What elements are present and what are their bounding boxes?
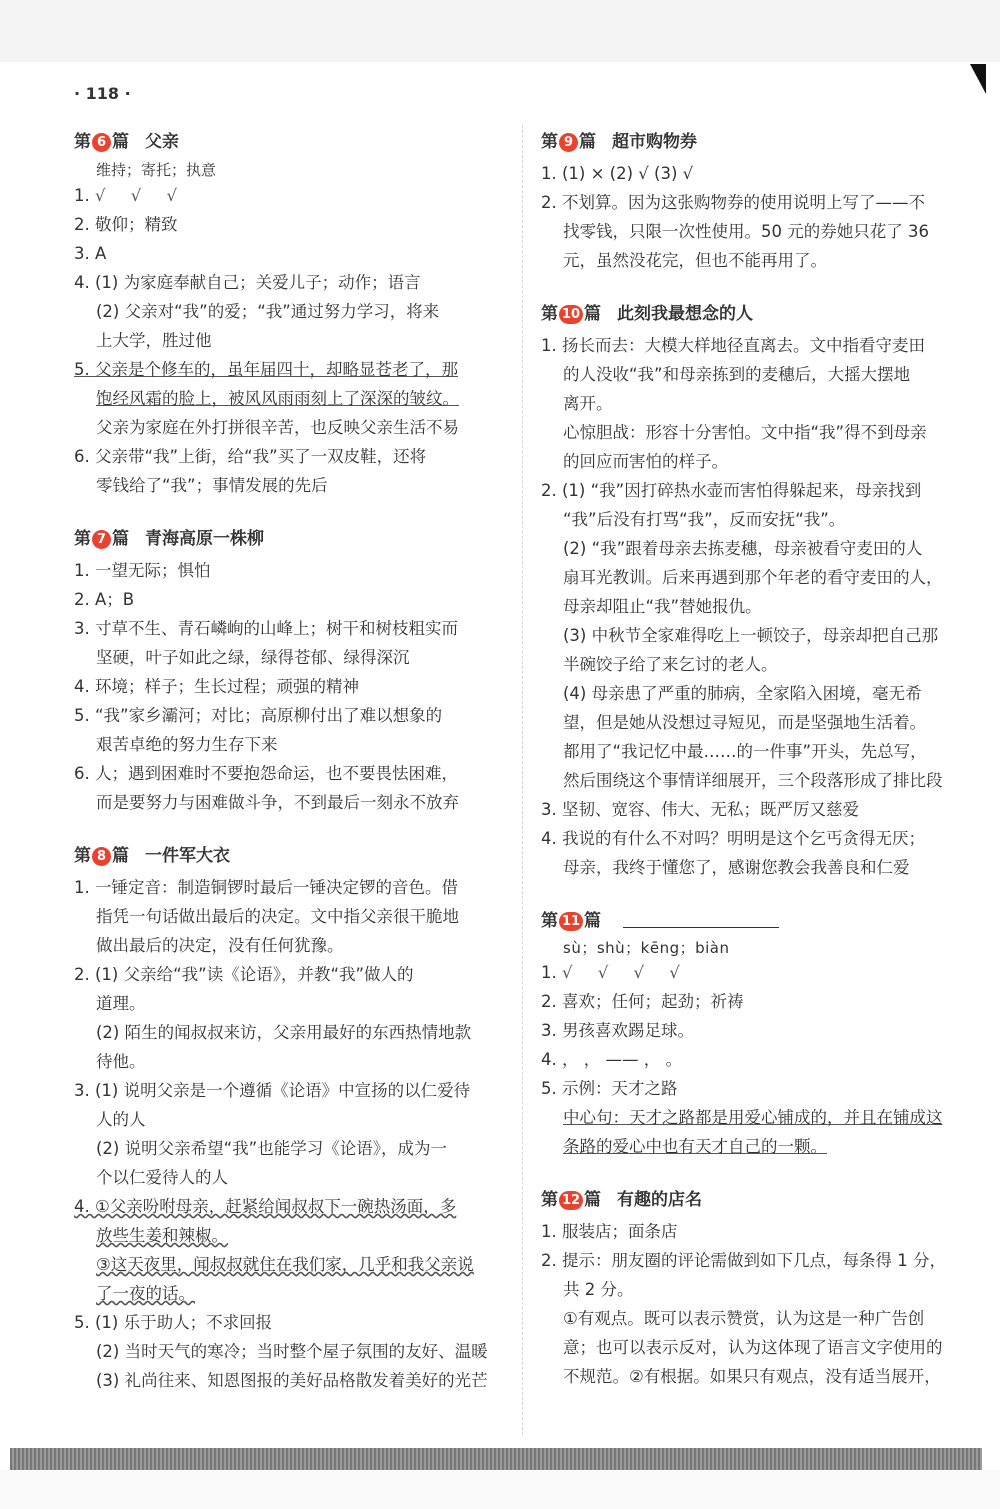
answer-line	[74, 268, 506, 297]
answer-line	[74, 1018, 506, 1047]
answer-line	[541, 360, 971, 389]
answer-line	[541, 737, 971, 766]
answer-text: 母亲，我终于懂您了，感谢您教会我善良和仁爱	[563, 858, 910, 877]
answer-text: 共 2 分。	[563, 1280, 634, 1299]
answer-line	[74, 1337, 506, 1366]
answer-line	[74, 471, 506, 500]
bottom-tint	[0, 1470, 1000, 1509]
answer-text: 中心句：天才之路都是用爱心铺成的，并且在铺成这	[563, 1108, 943, 1127]
answer-line	[74, 239, 506, 268]
answer-line	[541, 331, 971, 360]
answer-text: 人的人	[96, 1110, 146, 1129]
answer-line	[74, 672, 506, 701]
section-title: 有趣的店名	[617, 1190, 702, 1210]
section-heading	[541, 1185, 971, 1215]
answer-text: 2. 喜欢；任何；起劲；祈祷	[541, 992, 744, 1011]
answer-text: 3. 坚韧、宽容、伟大、无私；既严厉又慈爱	[541, 800, 859, 819]
answer-text: ①有观点。既可以表示赞赏，认为这是一种广告创	[563, 1309, 925, 1328]
answer-line	[74, 643, 506, 672]
answer-text: 零钱给了“我”；事情发展的先后	[96, 476, 328, 495]
answer-text: 2. 不划算。因为这张购物券的使用说明上写了——不	[541, 193, 925, 212]
answer-text: 的回应而害怕的样子。	[563, 452, 728, 471]
answer-text: “我”后没有打骂“我”，反而安抚“我”。	[563, 510, 846, 529]
answer-text: 道理。	[96, 994, 146, 1013]
section-suffix: 篇	[584, 1190, 601, 1210]
answer-line	[541, 217, 971, 246]
page-number: · 118 ·	[74, 84, 131, 103]
answer-line	[541, 447, 971, 476]
title-blank	[623, 909, 779, 928]
answer-text: 5. 父亲是个修车的，虽年届四十，却略显苍老了，那	[74, 360, 458, 379]
section-prefix: 第	[74, 529, 91, 549]
page-number-value: 118	[85, 84, 120, 103]
answer-line	[541, 563, 971, 592]
answer-text: 5. (1) 乐于助人；不求回报	[74, 1313, 273, 1332]
section-prefix: 第	[541, 132, 558, 152]
answer-line	[541, 534, 971, 563]
answer-line	[74, 585, 506, 614]
section-heading	[541, 127, 971, 157]
answer-line	[541, 476, 971, 505]
answer-line	[74, 384, 506, 413]
answer-line	[541, 1045, 971, 1074]
answer-line	[541, 987, 971, 1016]
section-12	[541, 1185, 971, 1391]
answer-text: 3. 男孩喜欢踢足球。	[541, 1021, 694, 1040]
answer-line	[74, 1366, 506, 1395]
answer-line	[541, 795, 971, 824]
answer-line	[74, 442, 506, 471]
answer-line	[74, 960, 506, 989]
section-number-badge: 7	[92, 530, 111, 549]
section-suffix: 篇	[584, 304, 601, 324]
answer-text: 找零钱，只限一次性使用。50 元的券她只花了 36	[563, 222, 929, 241]
section-number-badge: 6	[92, 133, 111, 152]
answer-line	[74, 326, 506, 355]
answer-text: 了一夜的话。	[96, 1284, 195, 1303]
section-prefix: 第	[74, 846, 91, 866]
bottom-bar	[10, 1448, 982, 1470]
answer-line	[541, 246, 971, 275]
answer-line	[541, 766, 971, 795]
answer-text: 坚硬，叶子如此之绿，绿得苍郁、绿得深沉	[96, 648, 410, 667]
answer-text: 2. (1) 父亲给“我”读《论语》，并教“我”做人的	[74, 965, 414, 984]
answer-line	[74, 1250, 506, 1279]
answer-line	[541, 389, 971, 418]
answer-text: 2. 敬仰；精致	[74, 215, 178, 234]
answer-line	[541, 1217, 971, 1246]
corner-triangle	[970, 64, 986, 94]
answer-line	[74, 1308, 506, 1337]
answer-text: 1. 扬长而去：大模大样地径直离去。文中指看守麦田	[541, 336, 925, 355]
answer-line	[541, 418, 971, 447]
section-prefix: 第	[541, 911, 558, 931]
section-9	[541, 127, 971, 275]
section-number-badge: 11	[559, 912, 583, 931]
left-column	[74, 127, 506, 1419]
section-title: 一件军大衣	[145, 846, 230, 866]
answer-text: 不规范。②有根据。如果只有观点，没有适当展开，	[563, 1367, 941, 1386]
answer-text: (2) 说明父亲希望“我”也能学习《论语》，成为一	[96, 1139, 447, 1158]
answer-text: 而是要努力与困难做斗争，不到最后一刻永不放弃	[96, 793, 459, 812]
answer-line	[74, 931, 506, 960]
marked-words: 维持；寄托；执意	[96, 161, 217, 179]
answer-text: 望，但是她从没想过寻短见，而是坚强地生活着。	[563, 713, 926, 732]
answer-text: 2. 提示：朋友圈的评论需做到如下几点，每条得 1 分，	[541, 1251, 946, 1270]
answer-line	[74, 701, 506, 730]
answer-line	[541, 1275, 971, 1304]
answer-line	[74, 1163, 506, 1192]
section-8	[74, 841, 506, 1395]
answer-line	[74, 989, 506, 1018]
answer-text: 上大学，胜过他	[96, 331, 212, 350]
answer-line	[541, 1333, 971, 1362]
answer-text: 饱经风霜的脸上，被风风雨雨刻上了深深的皱纹。	[96, 389, 459, 408]
section-number-badge: 8	[92, 847, 111, 866]
answer-text: 半碗饺子给了来乞讨的老人。	[563, 655, 778, 674]
answer-line	[74, 413, 506, 442]
section-heading	[541, 906, 971, 936]
section-prefix: 第	[541, 1190, 558, 1210]
section-heading	[541, 299, 971, 329]
answer-text: 做出最后的决定，没有任何犹豫。	[96, 936, 344, 955]
answer-line	[74, 1221, 506, 1250]
section-number-badge: 12	[559, 1191, 583, 1210]
answer-text: 2. A；B	[74, 590, 135, 609]
answer-text: 指凭一句话做出最后的决定。文中指父亲很干脆地	[96, 907, 459, 926]
section-prefix: 第	[74, 132, 91, 152]
answer-text: 离开。	[563, 394, 613, 413]
answer-text: 1. 服装店；面条店	[541, 1222, 678, 1241]
section-title: 父亲	[145, 132, 179, 152]
answer-line	[74, 1047, 506, 1076]
answer-text: 待他。	[96, 1052, 146, 1071]
answer-line	[541, 824, 971, 853]
answer-line	[541, 1304, 971, 1333]
answer-line	[74, 556, 506, 585]
answer-text: (2) 父亲对“我”的爱；“我”通过努力学习，将来	[96, 302, 440, 321]
answer-line	[74, 1192, 506, 1221]
answer-text: 个以仁爱待人的人	[96, 1168, 228, 1187]
answer-line	[74, 1076, 506, 1105]
answer-text: 6. 父亲带“我”上街，给“我”买了一双皮鞋，还将	[74, 447, 427, 466]
right-column	[541, 127, 971, 1415]
answer-line	[541, 1132, 971, 1161]
answer-line	[541, 1103, 971, 1132]
answer-line	[74, 730, 506, 759]
answer-text: 4. ①父亲吩咐母亲，赶紧给闻叔叔下一碗热汤面，多	[74, 1197, 457, 1216]
top-bar	[0, 0, 1000, 62]
answer-line	[541, 650, 971, 679]
check-marks: √ √ √	[95, 186, 188, 205]
answer-text: 4. 我说的有什么不对吗？明明是这个乞丐贪得无厌；	[541, 829, 925, 848]
answer-text: 然后围绕这个事情详细展开，三个段落形成了排比段	[563, 771, 943, 790]
answer-line	[74, 355, 506, 384]
answer-line	[74, 614, 506, 643]
answer-line	[541, 958, 971, 987]
answer-text: 父亲为家庭在外打拼很辛苦，也反映父亲生活不易	[96, 418, 459, 437]
answer-text: 5. 示例：天才之路	[541, 1079, 678, 1098]
answer-text: 母亲却阻止“我”替她报仇。	[563, 597, 762, 616]
section-10	[541, 299, 971, 882]
section-11	[541, 906, 971, 1161]
section-title: 超市购物券	[612, 132, 697, 152]
answer-line	[74, 902, 506, 931]
answer-line	[74, 210, 506, 239]
answer-text: 2. (1) “我”因打碎热水壶而害怕得躲起来，母亲找到	[541, 481, 922, 500]
answer-text: 意；也可以表示反对，认为这体现了语言文字使用的	[563, 1338, 943, 1357]
answer-text: ③这天夜里，闻叔叔就住在我们家，几乎和我父亲说	[96, 1255, 474, 1274]
answer-text: 5. “我”家乡灞河；对比；高原柳付出了难以想象的	[74, 706, 443, 725]
answer-line	[541, 708, 971, 737]
answer-line	[541, 679, 971, 708]
answer-line	[74, 873, 506, 902]
answer-line	[541, 853, 971, 882]
answer-text: 1. 一锤定音：制造铜锣时最后一锤决定锣的音色。借	[74, 878, 458, 897]
answer-line	[74, 297, 506, 326]
answer-text: 3. A	[74, 244, 107, 263]
answer-text: 都用了“我记忆中最……的一件事”开头，先总写，	[563, 742, 927, 761]
section-suffix: 篇	[584, 911, 601, 931]
answer-text: 艰苦卓绝的努力生存下来	[96, 735, 278, 754]
check-marks: √ √ √ √	[562, 963, 690, 982]
answer-line	[541, 592, 971, 621]
answer-text: 6. 人；遇到困难时不要抱怨命运，也不要畏怯困难，	[74, 764, 458, 783]
answer-text: 1.	[74, 186, 95, 205]
section-suffix: 篇	[579, 132, 596, 152]
section-6	[74, 127, 506, 500]
answer-text: 1. 一望无际；惧怕	[74, 561, 211, 580]
section-suffix: 篇	[112, 846, 129, 866]
section-title: 此刻我最想念的人	[617, 304, 753, 324]
answer-text: 放些生姜和辣椒。	[96, 1226, 228, 1245]
answer-line	[541, 1362, 971, 1391]
answer-line	[74, 181, 506, 210]
section-heading	[74, 841, 506, 871]
section-number-badge: 10	[559, 305, 583, 324]
section-suffix: 篇	[112, 529, 129, 549]
section-number-badge: 9	[559, 133, 578, 152]
answer-text: 1.	[541, 963, 562, 982]
answer-text: (4) 母亲患了严重的肺病，全家陷入困境，毫无希	[563, 684, 922, 703]
answer-text: 条路的爱心中也有天才自己的一颗。	[563, 1137, 827, 1156]
section-heading	[74, 127, 506, 157]
answer-text: 3. 寸草不生、青石嶙峋的山峰上；树干和树枝粗实而	[74, 619, 458, 638]
section-suffix: 篇	[112, 132, 129, 152]
section-prefix: 第	[541, 304, 558, 324]
column-divider	[522, 125, 524, 1435]
answer-text: 4. 环境；样子；生长过程；顽强的精神	[74, 677, 359, 696]
answer-text: 3. (1) 说明父亲是一个遵循《论语》中宣扬的以仁爱待	[74, 1081, 471, 1100]
answer-line	[74, 788, 506, 817]
section-heading	[74, 524, 506, 554]
answer-line	[541, 159, 971, 188]
answer-line	[74, 1279, 506, 1308]
answer-text: 的人没收“我”和母亲拣到的麦穗后，大摇大摆地	[563, 365, 911, 384]
answer-line	[541, 505, 971, 534]
answer-text: (2) 陌生的闻叔叔来访，父亲用最好的东西热情地款	[96, 1023, 472, 1042]
answer-text: (3) 中秋节全家难得吃上一顿饺子，母亲却把自己那	[563, 626, 939, 645]
answer-line	[74, 759, 506, 788]
answer-line	[541, 1074, 971, 1103]
answer-text: (3) 礼尚往来、知恩图报的美好品格散发着美好的光芒	[96, 1371, 488, 1390]
pinyin-line: sù；shù；kēng；biàn	[563, 939, 730, 957]
answer-text: (2) “我”跟着母亲去拣麦穗，母亲被看守麦田的人	[563, 539, 923, 558]
section-7	[74, 524, 506, 817]
section-title: 青海高原一株柳	[145, 529, 264, 549]
answer-text: 心惊胆战：形容十分害怕。文中指“我”得不到母亲	[563, 423, 927, 442]
answer-line	[541, 1246, 971, 1275]
answer-text: 4. (1) 为家庭奉献自己；关爱儿子；动作；语言	[74, 273, 421, 292]
answer-line	[541, 188, 971, 217]
answer-line	[541, 621, 971, 650]
answer-text: 元，虽然没花完，但也不能再用了。	[563, 251, 827, 270]
answer-line	[74, 1105, 506, 1134]
answer-text: 扇耳光教训。后来再遇到那个年老的看守麦田的人，	[563, 568, 943, 587]
answer-line	[541, 1016, 971, 1045]
answer-line	[74, 1134, 506, 1163]
answer-text: 4. ， ， —— ， 。	[541, 1050, 682, 1069]
answer-text: (2) 当时天气的寒冷；当时整个屋子氛围的友好、温暖	[96, 1342, 488, 1361]
answer-text: 1. (1) × (2) √ (3) √	[541, 164, 694, 183]
